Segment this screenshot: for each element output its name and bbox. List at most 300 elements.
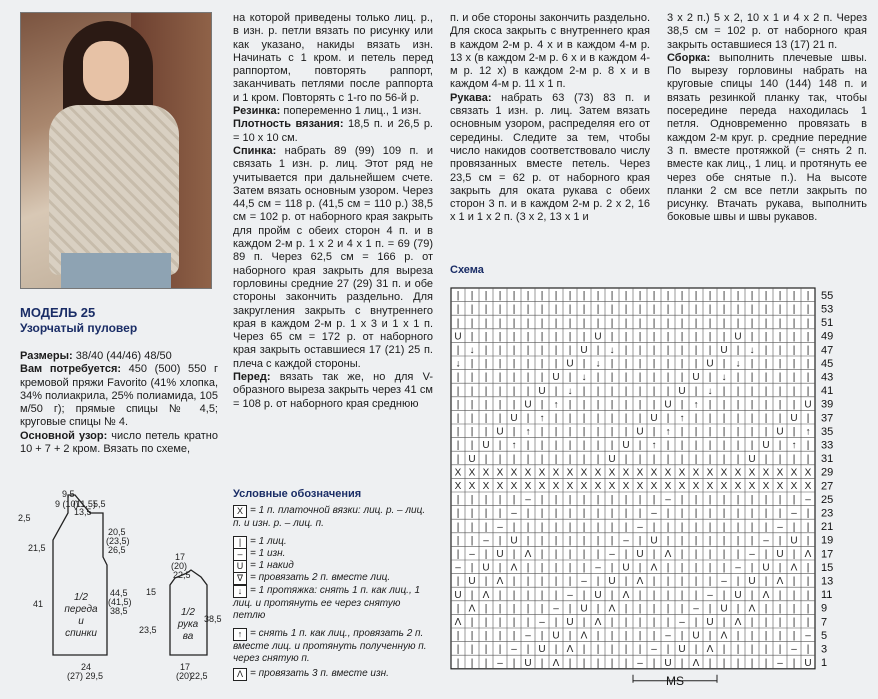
chart-cell-symbol: |	[722, 453, 726, 465]
rib-label: Резинка:	[233, 105, 281, 118]
chart-cell-symbol: |	[470, 617, 474, 629]
chart-cell-symbol: |	[792, 372, 796, 384]
chart-cell-symbol: |	[792, 304, 796, 316]
chart-cell-symbol: |	[792, 290, 796, 302]
chart-cell-symbol: |	[568, 290, 572, 302]
chart-cell-symbol: |	[764, 304, 768, 316]
chart-cell-symbol: |	[512, 576, 516, 588]
chart-cell-symbol: |	[638, 331, 642, 343]
chart-cell-symbol: |	[624, 549, 628, 561]
chart-cell-symbol: |	[638, 630, 642, 642]
chart-cell-symbol: |	[694, 535, 698, 547]
chart-cell-symbol: |	[736, 630, 740, 642]
chart-cell-symbol: Λ	[706, 644, 714, 656]
chart-cell-symbol: U	[510, 413, 518, 425]
chart-cell-symbol: |	[638, 372, 642, 384]
chart-cell-symbol: |	[512, 657, 516, 669]
chart-cell-symbol: |	[694, 453, 698, 465]
chart-cell-symbol: |	[568, 549, 572, 561]
chart-cell-symbol: |	[652, 549, 656, 561]
chart-cell-symbol: |	[610, 317, 614, 329]
sleeve-label: Рукава:	[450, 91, 492, 104]
sleeve-label-2: рука	[177, 619, 199, 630]
chart-cell-symbol: |	[470, 399, 474, 411]
chart-cell-symbol: |	[778, 494, 782, 506]
chart-cell-symbol: |	[470, 290, 474, 302]
chart-cell-symbol: |	[568, 562, 572, 574]
chart-cell-symbol: |	[456, 413, 460, 425]
chart-cell-symbol: |	[596, 603, 600, 615]
chart-cell-symbol: U	[650, 413, 658, 425]
chart-cell-symbol: |	[624, 603, 628, 615]
chart-cell-symbol: –	[497, 521, 503, 533]
chart-cell-symbol: |	[568, 440, 572, 452]
chart-cell-symbol: |	[764, 508, 768, 520]
chart-cell-symbol: |	[610, 535, 614, 547]
chart-cell-symbol: U	[482, 440, 490, 452]
chart-cell-symbol: |	[708, 453, 712, 465]
chart-cell-symbol: |	[498, 617, 502, 629]
chart-cell-symbol: |	[722, 399, 726, 411]
chart-cell-symbol: –	[539, 617, 545, 629]
chart-cell-symbol: |	[792, 630, 796, 642]
legend-text: = 1 лиц.	[250, 536, 287, 547]
assembly-label: Сборка:	[667, 51, 711, 64]
dim-right-d: 44,5	[110, 588, 128, 598]
chart-cell-symbol: |	[708, 630, 712, 642]
chart-cell-symbol: |	[512, 603, 516, 615]
chart-cell-symbol: |	[680, 317, 684, 329]
chart-cell-symbol: X	[720, 467, 728, 479]
chart-cell-symbol: |	[750, 535, 754, 547]
chart-cell-symbol: |	[498, 589, 502, 601]
chart-cell-symbol: |	[722, 494, 726, 506]
chart-cell-symbol: |	[694, 331, 698, 343]
chart-cell-symbol: |	[638, 304, 642, 316]
chart-cell-symbol: Λ	[454, 617, 462, 629]
chart-cell-symbol: |	[722, 317, 726, 329]
chart-cell-symbol: |	[694, 576, 698, 588]
chart-cell-symbol: |	[484, 603, 488, 615]
legend-text: = снять 1 п. как лиц., провязать 2 п. вместе лиц. и протянуть полученную п. через снятую п.	[233, 628, 427, 664]
chart-cell-symbol: |	[722, 657, 726, 669]
chart-cell-symbol: |	[456, 372, 460, 384]
chart-cell-symbol: U	[748, 453, 756, 465]
chart-cell-symbol: X	[496, 467, 504, 479]
chart-cell-symbol: |	[806, 453, 810, 465]
chart-cell-symbol: |	[764, 399, 768, 411]
chart-cell-symbol: U	[454, 331, 462, 343]
row-number: 21	[821, 521, 834, 534]
chart-cell-symbol: |	[666, 576, 670, 588]
chart-cell-symbol: |	[722, 385, 726, 397]
chart-cell-symbol: X	[678, 481, 686, 493]
chart-cell-symbol: U	[552, 372, 560, 384]
legend-symbol-icon: X	[233, 505, 247, 518]
chart-cell-symbol: |	[750, 358, 754, 370]
chart-cell-symbol: U	[706, 617, 714, 629]
chart-cell-symbol: |	[624, 494, 628, 506]
chart-cell-symbol: |	[610, 494, 614, 506]
chart-cell-symbol: |	[624, 617, 628, 629]
chart-cell-symbol: |	[764, 290, 768, 302]
chart-cell-symbol: Λ	[748, 603, 756, 615]
chart-cell-symbol: ↑	[651, 440, 657, 452]
chart-cell-symbol: |	[470, 562, 474, 574]
chart-cell-symbol: U	[496, 549, 504, 561]
pattern-label: Основной узор:	[20, 429, 108, 442]
chart-cell-symbol: Λ	[650, 562, 658, 574]
chart-cell-symbol: |	[652, 589, 656, 601]
chart-cell-symbol: |	[722, 304, 726, 316]
dim-left-mid: 21,5	[28, 543, 46, 553]
chart-cell-symbol: |	[484, 372, 488, 384]
chart-cell-symbol: ↑	[511, 440, 517, 452]
chart-cell-symbol: U	[776, 549, 784, 561]
chart-cell-symbol: |	[652, 657, 656, 669]
chart-cell-symbol: Λ	[580, 630, 588, 642]
chart-cell-symbol: |	[680, 453, 684, 465]
chart-cell-symbol: |	[456, 521, 460, 533]
chart-cell-symbol: |	[792, 494, 796, 506]
chart-cell-symbol: |	[624, 372, 628, 384]
chart-cell-symbol: |	[554, 494, 558, 506]
chart-cell-symbol: |	[736, 453, 740, 465]
chart-cell-symbol: |	[554, 644, 558, 656]
chart-cell-symbol: |	[638, 345, 642, 357]
sleeve-label-1: 1/2	[181, 607, 195, 618]
chart-cell-symbol: |	[652, 617, 656, 629]
chart-cell-symbol: X	[552, 467, 560, 479]
chart-cell-symbol: |	[778, 644, 782, 656]
row-number: 37	[821, 412, 834, 425]
chart-cell-symbol: |	[512, 521, 516, 533]
chart-cell-symbol: U	[524, 657, 532, 669]
chart-cell-symbol: |	[498, 399, 502, 411]
chart-cell-symbol: |	[526, 358, 530, 370]
chart-cell-symbol: |	[694, 644, 698, 656]
chart-cell-symbol: |	[778, 304, 782, 316]
chart-cell-symbol: |	[708, 399, 712, 411]
chart-cell-symbol: |	[484, 345, 488, 357]
chart-cell-symbol: |	[638, 290, 642, 302]
chart-cell-symbol: |	[778, 535, 782, 547]
chart-cell-symbol: U	[678, 644, 686, 656]
chart-cell-symbol: |	[498, 317, 502, 329]
chart-cell-symbol: |	[456, 345, 460, 357]
chart-cell-symbol: |	[694, 521, 698, 533]
chart-cell-symbol: |	[582, 508, 586, 520]
chart-cell-symbol: |	[596, 549, 600, 561]
chart-cell-symbol: X	[706, 467, 714, 479]
chart-cell-symbol: |	[722, 617, 726, 629]
row-number: 39	[821, 398, 834, 411]
chart-cell-symbol: |	[484, 508, 488, 520]
chart-cell-symbol: |	[526, 304, 530, 316]
chart-cell-symbol: X	[524, 467, 532, 479]
chart-cell-symbol: |	[498, 630, 502, 642]
chart-cell-symbol: |	[456, 440, 460, 452]
chart-cell-symbol: |	[610, 385, 614, 397]
chart-cell-symbol: |	[778, 617, 782, 629]
chart-cell-symbol: |	[792, 549, 796, 561]
chart-cell-symbol: |	[554, 440, 558, 452]
chart-cell-symbol: |	[736, 385, 740, 397]
chart-cell-symbol: |	[484, 399, 488, 411]
chart-cell-symbol: |	[554, 358, 558, 370]
chart-cell-symbol: |	[540, 494, 544, 506]
ms-label: MS	[666, 673, 684, 688]
chart-cell-symbol: |	[806, 589, 810, 601]
chart-cell-symbol: |	[582, 589, 586, 601]
chart-cell-symbol: |	[540, 549, 544, 561]
row-number: 53	[821, 303, 834, 316]
chart-cell-symbol: |	[610, 644, 614, 656]
chart-cell-symbol: |	[568, 508, 572, 520]
chart-cell-symbol: |	[470, 358, 474, 370]
chart-cell-symbol: –	[525, 494, 531, 506]
chart-cell-symbol: |	[582, 549, 586, 561]
chart-cell-symbol: |	[470, 589, 474, 601]
chart-cell-symbol: |	[554, 576, 558, 588]
chart-cell-symbol: |	[512, 385, 516, 397]
chart-cell-symbol: |	[554, 589, 558, 601]
chart-cell-symbol: |	[708, 426, 712, 438]
chart-cell-symbol: |	[736, 603, 740, 615]
chart-cell-symbol: |	[470, 317, 474, 329]
chart-cell-symbol: Λ	[608, 603, 616, 615]
chart-cell-symbol: X	[594, 481, 602, 493]
chart-cell-symbol: |	[750, 399, 754, 411]
chart-cell-symbol: X	[650, 481, 658, 493]
chart-cell-symbol: |	[708, 508, 712, 520]
chart-cell-symbol: |	[568, 494, 572, 506]
chart-cell-symbol: |	[694, 317, 698, 329]
chart-cell-symbol: –	[679, 617, 685, 629]
chart-cell-symbol: U	[692, 372, 700, 384]
chart-cell-symbol: U	[454, 589, 462, 601]
chart-cell-symbol: |	[708, 549, 712, 561]
chart-cell-symbol: |	[596, 413, 600, 425]
materials-label: Вам потребуется:	[20, 363, 122, 376]
chart-cell-symbol: |	[596, 372, 600, 384]
chart-cell-symbol: ↓	[567, 385, 573, 397]
chart-cell-symbol: |	[526, 644, 530, 656]
sizes-label: Размеры:	[20, 350, 73, 362]
chart-cell-symbol: |	[526, 453, 530, 465]
chart-cell-symbol: |	[540, 290, 544, 302]
chart-cell-symbol: X	[482, 481, 490, 493]
chart-cell-symbol: |	[456, 644, 460, 656]
chart-cell-symbol: |	[736, 290, 740, 302]
chart-cell-symbol: |	[652, 630, 656, 642]
chart-cell-symbol: |	[652, 304, 656, 316]
chart-cell-symbol: |	[540, 358, 544, 370]
chart-cell-symbol: |	[666, 589, 670, 601]
dim-right-b: (23,5)	[106, 536, 130, 546]
chart-cell-symbol: U	[566, 358, 574, 370]
chart-cell-symbol: |	[526, 440, 530, 452]
chart-cell-symbol: |	[764, 317, 768, 329]
chart-cell-symbol: |	[694, 617, 698, 629]
chart-cell-symbol: |	[484, 453, 488, 465]
chart-cell-symbol: |	[666, 358, 670, 370]
chart-cell-symbol: |	[526, 589, 530, 601]
legend-item	[233, 628, 433, 665]
dim-top-e: 5,5	[93, 499, 106, 509]
chart-cell-symbol: |	[666, 385, 670, 397]
chart-cell-symbol: U	[580, 603, 588, 615]
chart-cell-symbol: |	[694, 589, 698, 601]
chart-cell-symbol: –	[525, 630, 531, 642]
chart-cell-symbol: |	[624, 399, 628, 411]
chart-cell-symbol: |	[624, 521, 628, 533]
legend-title: Условные обозначения	[233, 488, 362, 500]
chart-cell-symbol: |	[512, 617, 516, 629]
chart-cell-symbol: |	[498, 345, 502, 357]
chart-cell-symbol: X	[734, 467, 742, 479]
chart-cell-symbol: |	[722, 358, 726, 370]
chart-cell-symbol: |	[778, 290, 782, 302]
chart-cell-symbol: |	[666, 644, 670, 656]
chart-cell-symbol: Λ	[720, 630, 728, 642]
chart-cell-symbol: –	[595, 562, 601, 574]
chart-cell-symbol: |	[624, 317, 628, 329]
column-4-text	[667, 12, 867, 225]
dim-top-b: 9 (10)	[55, 499, 79, 509]
chart-cell-symbol: |	[764, 426, 768, 438]
dim-top-a: 9,5	[62, 489, 75, 499]
row-number: 31	[821, 453, 834, 466]
chart-cell-symbol: |	[778, 562, 782, 574]
chart-cell-symbol: |	[582, 304, 586, 316]
row-number: 51	[821, 317, 834, 330]
chart-cell-symbol: |	[736, 644, 740, 656]
chart-cell-symbol: |	[624, 630, 628, 642]
chart-cell-symbol: U	[580, 345, 588, 357]
chart-cell-symbol: X	[762, 467, 770, 479]
chart-cell-symbol: |	[750, 630, 754, 642]
chart-cell-symbol: Λ	[482, 589, 490, 601]
chart-cell-symbol: |	[750, 413, 754, 425]
chart-cell-symbol: X	[594, 467, 602, 479]
model-subtitle: Узорчатый пуловер	[20, 321, 138, 335]
chart-cell-symbol: |	[554, 331, 558, 343]
chart-cell-symbol: |	[764, 453, 768, 465]
chart-cell-symbol: |	[792, 576, 796, 588]
chart-cell-symbol: |	[638, 413, 642, 425]
row-number: 35	[821, 425, 834, 438]
chart-cell-symbol: |	[554, 535, 558, 547]
row-number: 1	[821, 657, 828, 670]
chart-cell-symbol: |	[484, 331, 488, 343]
chart-cell-symbol: X	[482, 467, 490, 479]
chart-cell-symbol: |	[484, 290, 488, 302]
chart-cell-symbol: |	[540, 345, 544, 357]
chart-cell-symbol: U	[790, 413, 798, 425]
chart-cell-symbol: |	[470, 385, 474, 397]
sleeve-left-a: 15	[146, 587, 157, 597]
dim-left-low: 41	[33, 599, 44, 609]
chart-cell-symbol: |	[806, 331, 810, 343]
chart-cell-symbol: |	[610, 521, 614, 533]
chart-cell-symbol: |	[680, 372, 684, 384]
chart-cell-symbol: |	[540, 657, 544, 669]
chart-cell-symbol: |	[666, 304, 670, 316]
chart-cell-symbol: |	[694, 358, 698, 370]
chart-cell-symbol: |	[806, 562, 810, 574]
chart-cell-symbol: X	[538, 481, 546, 493]
chart-cell-symbol: |	[736, 345, 740, 357]
chart-cell-symbol: Λ	[510, 562, 518, 574]
model-title: МОДЕЛЬ 25	[20, 305, 96, 320]
chart-cell-symbol: |	[764, 494, 768, 506]
chart-cell-symbol: |	[708, 304, 712, 316]
chart-cell-symbol: X	[678, 467, 686, 479]
chart-cell-symbol: |	[610, 290, 614, 302]
row-number: 3	[821, 643, 828, 656]
chart-cell-symbol: X	[454, 481, 462, 493]
chart-cell-symbol: |	[792, 331, 796, 343]
chart-cell-symbol: ↑	[693, 399, 699, 411]
chart-cell-symbol: |	[596, 508, 600, 520]
chart-cell-symbol: |	[722, 589, 726, 601]
chart-cell-symbol: |	[498, 385, 502, 397]
chart-cell-symbol: X	[454, 467, 462, 479]
chart-cell-symbol: X	[748, 467, 756, 479]
chart-cell-symbol: |	[470, 494, 474, 506]
chart-cell-symbol: |	[638, 399, 642, 411]
row-number: 23	[821, 507, 834, 520]
chart-cell-symbol: |	[624, 657, 628, 669]
chart-cell-symbol: |	[694, 290, 698, 302]
chart-cell-symbol: |	[540, 304, 544, 316]
chart-cell-symbol: |	[610, 372, 614, 384]
chart-cell-symbol: |	[456, 630, 460, 642]
legend-symbol-icon: U	[233, 560, 247, 573]
chart-cell-symbol: |	[484, 494, 488, 506]
chart-cell-symbol: |	[624, 290, 628, 302]
chart-cell-symbol: U	[496, 426, 504, 438]
chart-cell-symbol: X	[496, 481, 504, 493]
chart-cell-symbol: Λ	[524, 549, 532, 561]
chart-cell-symbol: |	[750, 589, 754, 601]
chart-cell-symbol: |	[596, 290, 600, 302]
chart-cell-symbol: U	[552, 630, 560, 642]
chart-cell-symbol: ↑	[679, 413, 685, 425]
chart-cell-symbol: |	[750, 304, 754, 316]
chart-cell-symbol: Λ	[804, 549, 812, 561]
chart-cell-symbol: U	[762, 440, 770, 452]
chart-cell-symbol: |	[680, 562, 684, 574]
chart-cell-symbol: X	[566, 467, 574, 479]
chart-cell-symbol: |	[582, 535, 586, 547]
chart-cell-symbol: |	[484, 630, 488, 642]
chart-cell-symbol: |	[750, 426, 754, 438]
chart-cell-symbol: |	[750, 644, 754, 656]
chart-cell-symbol: |	[596, 453, 600, 465]
chart-cell-symbol: |	[666, 440, 670, 452]
chart-cell-symbol: |	[610, 413, 614, 425]
row-number: 9	[821, 602, 828, 615]
chart-cell-symbol: U	[538, 644, 546, 656]
chart-cell-symbol: Λ	[776, 576, 784, 588]
chart-cell-symbol: U	[566, 617, 574, 629]
legend-item	[233, 572, 433, 585]
legend-text: = провязать 3 п. вместе изн.	[250, 668, 389, 679]
chart-cell-symbol: |	[736, 549, 740, 561]
chart-cell-symbol: |	[764, 358, 768, 370]
